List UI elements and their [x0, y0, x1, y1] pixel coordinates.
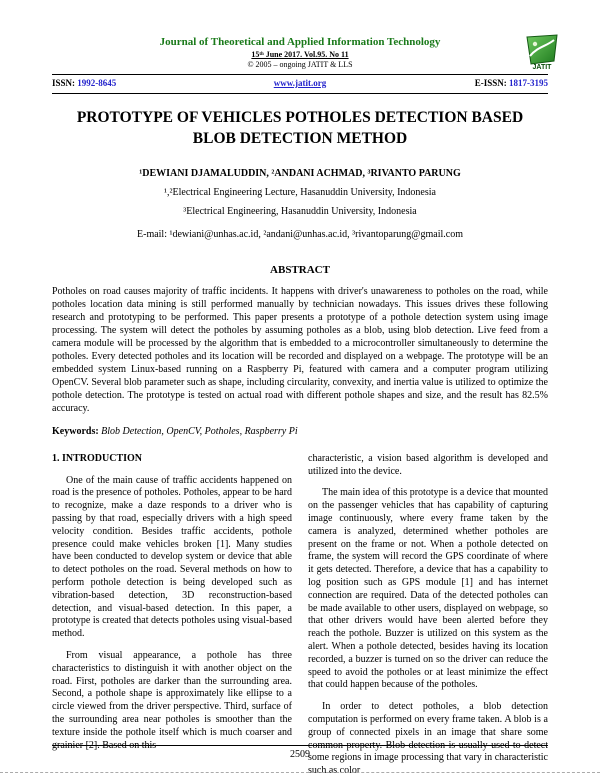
affiliation-1: ¹,²Electrical Engineering Lecture, Hasanuddin University, Indonesia [164, 186, 436, 198]
issn-value: 1992-8645 [77, 78, 117, 88]
body-paragraph: characteristic, a vision based algorithm is developed and utilized into the device. [308, 452, 548, 477]
issn-block [52, 78, 274, 88]
page-boundary-divider [0, 772, 600, 773]
body-paragraph: The main idea of this prototype is a device that mounted on the passenger vehicles that has capability of capturing image continuously, where every frame taken by the camera is analyzed, determined whether potholes are present on the frame or not. When a pothole detected on frame, the system will record the GPS coordinate of where it gets detected. Therefore, a device that has a capability to log position such as GPS module [1] and has internet connection are required. Data of the detected potholes can be made available to other users, displayed on webpage, so that other drivers would have been alerted before they reach the pothole. Buzzer is utilized on this system as the alert. When a pothole detected, besides having its location recorded, a buzzer is turned on so the driver can reduce the speed to avoid the potholes or at least minimize the effect that could happen because of the potholes. [308, 487, 548, 691]
eissn-label: E-ISSN: [474, 78, 507, 88]
left-column [52, 453, 292, 776]
eissn-block [326, 78, 548, 88]
jatit-logo [522, 34, 562, 70]
section-heading-introduction: 1. INTRODUCTION [52, 452, 143, 464]
page-number: 2509 [290, 749, 310, 760]
right-column [308, 453, 548, 776]
header-divider-top [52, 74, 548, 75]
affiliation-2: ³Electrical Engineering, Hasanuddin University, Indonesia [183, 205, 417, 217]
issn-row [52, 78, 548, 88]
journal-url-link[interactable]: www.jatit.org [273, 78, 327, 88]
jatit-logo-icon [524, 34, 560, 70]
keywords-label: Keywords: [52, 425, 99, 437]
abstract-heading: ABSTRACT [270, 263, 330, 276]
body-paragraph: In order to detect potholes, a blob detection computation is performed on every frame taken. A blob is a group of connected pixels in an image that share some common property. Blob detection is usually used to detect some regions in image processing that vary in characteristic such as color [308, 701, 548, 776]
paper-title: PROTOTYPE OF VEHICLES POTHOLES DETECTION BASED BLOB DETECTION METHOD [76, 109, 524, 147]
body-paragraph: One of the main cause of traffic accidents happened on road is the presence of potholes. Potholes, appear to be hard to recognize, make a daze responds to a driver who is passing by that road, especially drivers with a high speed velocity condition. Besides traffic accidents, pothole presence could make vehicles broken [1]. Many studies have been conducted to develop system or device that able to detect potholes on the road. Several methods on how to perform pothole detection is being developed such as vibration-based detection, 3D reconstruction-based detection, and visual-based detection. In this paper, a prototype is created that detects potholes using visual-based method. [52, 474, 292, 640]
jatit-logo-text: JATIT [532, 64, 552, 70]
issn-label: ISSN: [52, 78, 76, 88]
journal-url-block [274, 78, 327, 88]
eissn-value: 1817-3195 [509, 78, 548, 88]
abstract-text: Potholes on road causes majority of traffic incidents. It happens with driver's unawareness to potholes on the road, while potholes location data mining is still performed manually by technician nowadays. This issues drives these following research and prototyping to be performed. This paper presents a prototype of a pothole detection system using image processing. The system will detect the potholes by assuming potholes as a blob, using blob detection. Live feed from a camera module will be processed by the algorithm that is embedded to a microcontroller simultaneously to determine the potholes. Every detected potholes and its location will be recorded and displayed on a webpage. The prototype will be an embedded system Linux-based running on a Raspberry Pi, featured with camera and a computer program utilizing OpenCV. Several blob parameter such as shape, including circularity, convexity, and inertia value is utilized to optimize the pothole detection. The prototype is tested on actual road with different pothole shapes and size, and the result has 82.5% accuracy. [52, 285, 548, 414]
body-columns [52, 453, 548, 776]
page-footer [52, 745, 548, 760]
journal-copyright: © 2005 – ongoing JATIT & LLS [247, 60, 353, 69]
journal-header [52, 36, 552, 70]
email-line: E-mail: ¹dewiani@unhas.ac.id, ²andani@unhas.ac.id, ³rivantoparung@gmail.com [137, 228, 463, 240]
keywords-value: Blob Detection, OpenCV, Potholes, Raspberry Pi [101, 425, 298, 437]
authors-line: ¹DEWIANI DJAMALUDDIN, ²ANDANI ACHMAD, ³RIVANTO PARUNG [139, 167, 461, 179]
journal-date-line: 15ᵗʰ June 2017. Vol.95. No 11 [251, 50, 349, 59]
header-divider-bottom [52, 93, 548, 94]
keywords-line [52, 426, 548, 437]
body-paragraph: From visual appearance, a pothole has three characteristics to distinguish it with another object on the road. First, potholes are darker than the surrounding area. Second, a pothole shape is approximately like ellipse to a circle viewed from the driver perspective. Third, surface of the surrounding area near potholes is smoother than the texture inside the pothole itself which is much coarser and grainier [2]. Based on this [52, 650, 292, 751]
journal-title: Journal of Theoretical and Applied Information Technology [159, 36, 441, 48]
